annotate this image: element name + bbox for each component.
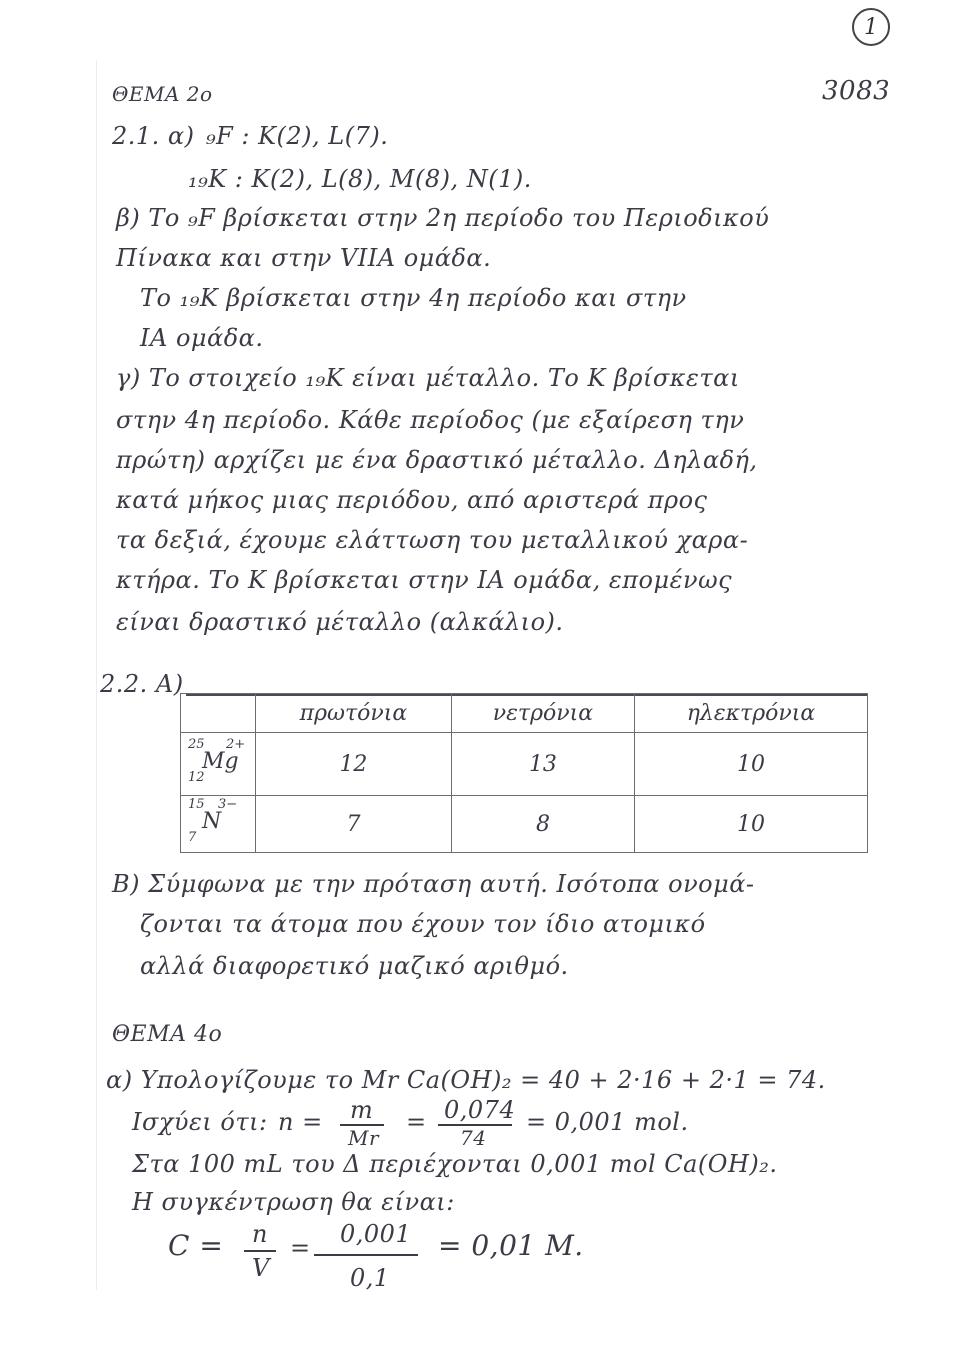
- theme4-line2-prefix: Ισχύει ότι:: [132, 1108, 268, 1136]
- q21-label: 2.1. α): [112, 122, 195, 150]
- fraction-denominator: 74: [460, 1126, 487, 1150]
- fraction-bar: [244, 1250, 276, 1252]
- theme4-line1: α) Υπολογίζουμε το Mr Ca(OH)₂ = 40 + 2·16 + 2·1 = 74.: [106, 1066, 826, 1094]
- q21-a-line2: ₁₉K : K(2), L(8), M(8), N(1).: [188, 165, 532, 193]
- q21-c-line6: κτήρα. Το K βρίσκεται στην IA ομάδα, επομένως: [116, 566, 733, 594]
- theme4-n-eq: n =: [278, 1108, 323, 1136]
- theme4-c-label: C =: [168, 1229, 224, 1262]
- ions-table: [180, 693, 868, 853]
- fraction-c-values: [314, 1222, 424, 1294]
- q21-c-line2: στην 4η περίοδο. Κάθε περίοδος (με εξαίρεση την: [116, 406, 745, 434]
- table-row: [181, 796, 868, 853]
- q21-b-line4: IA ομάδα.: [140, 324, 264, 352]
- fraction-numerator: n: [252, 1220, 268, 1248]
- fraction-denominator: V: [252, 1254, 270, 1282]
- element-symbol: N: [202, 809, 222, 834]
- table-cell: 7: [256, 796, 452, 853]
- document-code: 3083: [822, 76, 891, 106]
- ion-cell-mg: [181, 733, 256, 796]
- ion-notation-mg: [188, 737, 248, 785]
- table-header: ηλεκτρόνια: [634, 694, 867, 733]
- q21-c-line5: τα δεξιά, έχουμε ελάττωση του μεταλλικού χαρα-: [116, 526, 749, 554]
- q22-b-line3: αλλά διαφορετικό μαζικό αριθμό.: [140, 952, 569, 980]
- element-symbol: Mg: [202, 749, 239, 774]
- theme4-title: ΘΕΜΑ 4ο: [112, 1022, 223, 1047]
- q21-b-line3: Το ₁₉K βρίσκεται στην 4η περίοδο και στην: [140, 284, 687, 312]
- atomic-number: 7: [188, 830, 197, 845]
- theme4-eq2: =: [406, 1108, 427, 1136]
- theme4-c-eq: =: [290, 1234, 311, 1262]
- q21-c-line3: πρώτη) αρχίζει με ένα δραστικό μέταλλο. Δηλαδή,: [116, 446, 758, 474]
- theme4-line4: Η συγκέντρωση θα είναι:: [132, 1188, 455, 1216]
- q22-b-line2: ζονται τα άτομα που έχουν τον ίδιο ατομικό: [140, 910, 706, 938]
- fraction-denominator: Mr: [348, 1126, 380, 1150]
- mass-number: 15: [188, 797, 205, 812]
- fraction-m-mr: [340, 1098, 390, 1154]
- fraction-n-v: [244, 1222, 284, 1282]
- table-cell: 13: [451, 733, 634, 796]
- q21-a-line1: ₉F : K(2), L(7).: [206, 122, 389, 150]
- ion-notation-n: [188, 797, 248, 845]
- atomic-number: 12: [188, 770, 205, 785]
- q21-c-line7: είναι δραστικό μέταλλο (αλκάλιο).: [116, 608, 564, 636]
- table-cell: 12: [256, 733, 452, 796]
- q21-b-line1: β) Το ₉F βρίσκεται στην 2η περίοδο του Περιοδικού: [116, 204, 770, 232]
- q21-c-line4: κατά μήκος μιας περιόδου, από αριστερά προς: [116, 486, 708, 514]
- table-cell: 8: [451, 796, 634, 853]
- theme4-n-result: = 0,001 mol.: [526, 1108, 689, 1136]
- table-cell: 10: [634, 733, 867, 796]
- ion-charge: 2+: [226, 737, 246, 752]
- fraction-bar: [314, 1254, 418, 1256]
- q21-b-line2: Πίνακα και στην VIIA ομάδα.: [116, 244, 492, 272]
- q22-b-line1: Β) Σύμφωνα με την πρόταση αυτή. Ισότοπα ονομά-: [112, 870, 755, 898]
- mass-number: 25: [188, 737, 205, 752]
- table-cell: 10: [634, 796, 867, 853]
- ion-charge: 3−: [218, 797, 238, 812]
- theme4-c-result: = 0,01 M.: [438, 1229, 584, 1262]
- table-header: νετρόνια: [451, 694, 634, 733]
- fraction-numerator: m: [350, 1096, 374, 1124]
- q21-c-line1: γ) Το στοιχείο ₁₉K είναι μέταλλο. Το K βρίσκεται: [116, 364, 740, 392]
- q22-label: 2.2. Α): [100, 670, 184, 698]
- page-number: 1: [852, 8, 890, 46]
- fraction-denominator: 0,1: [350, 1264, 390, 1292]
- fraction-values: [438, 1098, 518, 1154]
- fraction-numerator: 0,074: [444, 1096, 516, 1124]
- theme2-title: ΘΕΜΑ 2ο: [112, 82, 213, 106]
- table-header: πρωτόνια: [256, 694, 452, 733]
- margin-line: [96, 60, 97, 1290]
- ion-cell-n: [181, 796, 256, 853]
- table-row: [181, 733, 868, 796]
- table-corner: [181, 694, 256, 733]
- fraction-numerator: 0,001: [340, 1220, 412, 1248]
- theme4-line3: Στα 100 mL του Δ περιέχονται 0,001 mol Ca(OH)₂.: [132, 1150, 778, 1178]
